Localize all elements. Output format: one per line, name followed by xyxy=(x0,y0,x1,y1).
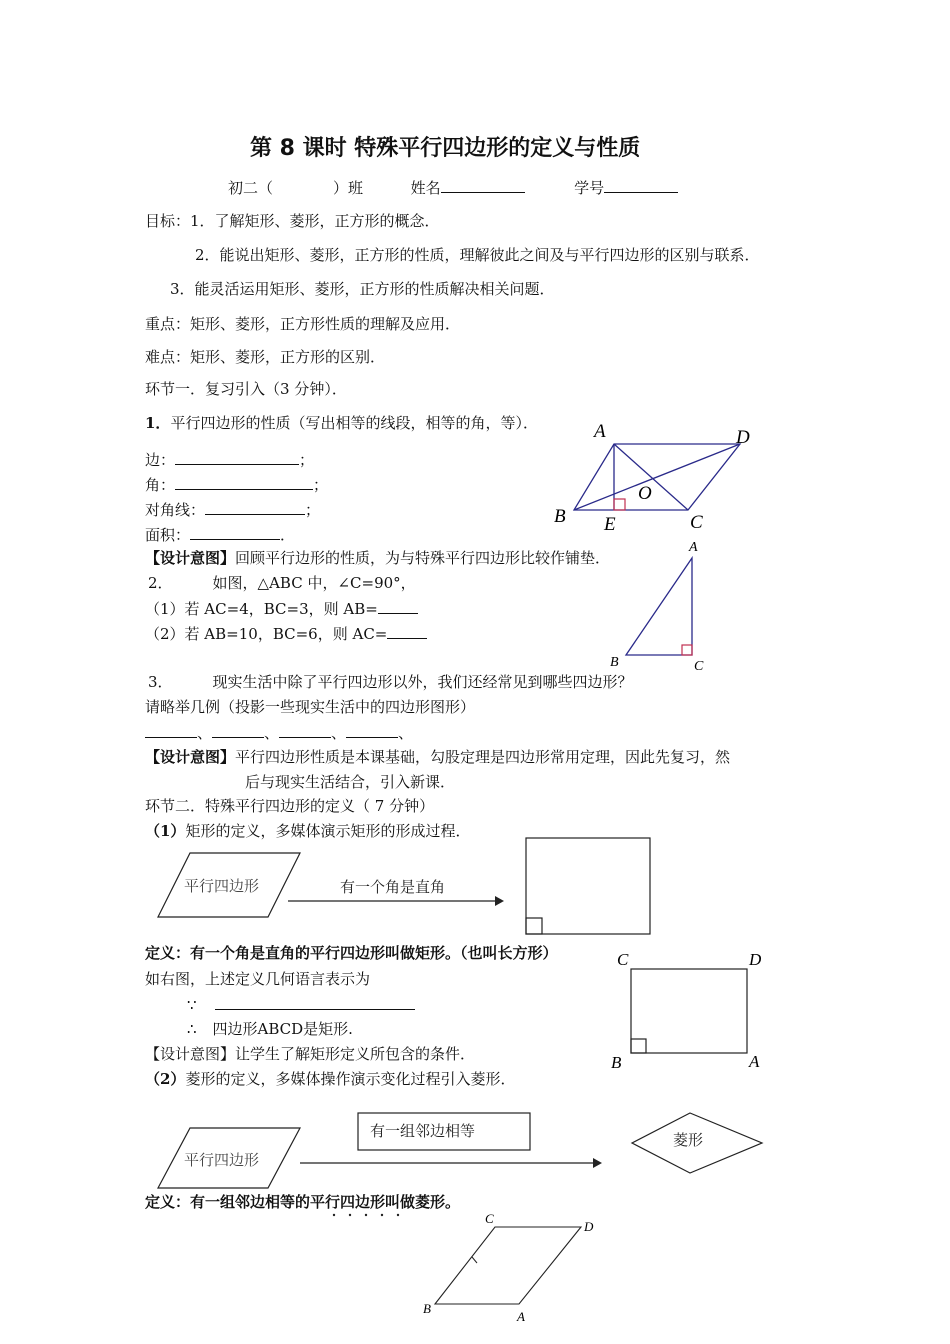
rhombus-shape-label: 菱形 xyxy=(673,1131,704,1149)
rh-label-a: A xyxy=(517,1309,525,1324)
goal-2: 2．能说出矩形、菱形，正方形的性质，理解彼此之间及与平行四边形的区别与联系． xyxy=(195,246,760,264)
q1-number: 1． xyxy=(145,414,171,432)
q1-diagonal-row xyxy=(145,500,320,519)
q2-sub-1 xyxy=(145,599,418,618)
name-label: 姓名 xyxy=(410,179,441,197)
q2-intro-text: 如图，△ABC 中，∠C=90°， xyxy=(212,574,416,592)
rect-geo-language: 如右图，上述定义几何语言表示为 xyxy=(145,970,371,988)
q2-number: 2． xyxy=(148,574,173,592)
q1-diagonal-end: ； xyxy=(305,501,321,519)
goal-3: 3．能灵活运用矩形、菱形，正方形的性质解决相关问题． xyxy=(170,280,555,298)
rectangle-shape xyxy=(526,838,650,934)
q1-area-row xyxy=(145,525,295,544)
arrow-head-icon-2 xyxy=(593,1158,602,1168)
q1-angle-end: ； xyxy=(313,476,329,494)
arrow-rhombus-label: 有一组邻边相等 xyxy=(370,1122,476,1140)
rect-intro-number: （1） xyxy=(145,822,186,840)
q1-text xyxy=(145,414,538,432)
student-info-line xyxy=(228,178,678,197)
t-label-c: C xyxy=(694,659,704,674)
q3-sep-1: 、 xyxy=(197,724,213,742)
r-label-a: A xyxy=(749,1052,760,1071)
p-label-a: A xyxy=(594,421,606,442)
rect-intro-text: 矩形的定义，多媒体演示矩形的形成过程． xyxy=(185,822,471,840)
q1-area-blank[interactable] xyxy=(190,525,280,540)
page-title: 第 8 课时 特殊平行四边形的定义与性质 xyxy=(250,136,641,161)
design-intent-2-line-2: 后与现实生活结合，引入新课． xyxy=(245,773,456,791)
q3-blank-4[interactable] xyxy=(346,723,398,738)
r-label-d: D xyxy=(749,950,762,969)
q1-angle-blank[interactable] xyxy=(175,475,313,490)
rect-formation-diagram xyxy=(150,835,670,945)
q2-sub-2-text: （2）若 AB=10，BC=6，则 AC= xyxy=(145,625,388,643)
q2-sub-2 xyxy=(145,624,427,643)
therefore-row xyxy=(187,1020,353,1038)
rhombus-intro-number: （2） xyxy=(145,1070,186,1088)
q1-area-end: ． xyxy=(280,526,296,544)
rhombus-intro xyxy=(145,1070,515,1088)
rect-conclusion: 四边形ABCD是矩形. xyxy=(212,1020,353,1038)
q1-side-row xyxy=(145,450,314,469)
q3-blank-2[interactable] xyxy=(212,723,264,738)
rh-label-c: C xyxy=(485,1211,494,1226)
p-label-e: E xyxy=(604,514,616,535)
rhombus-definition: 定义：有一组邻边相等的平行四边形叫做菱形。 xyxy=(145,1193,461,1211)
rectangle-abcd-figure xyxy=(605,945,775,1075)
section-2-heading: 环节二．特殊平行四边形的定义（ 7 分钟） xyxy=(145,797,435,815)
q1-diagonal-blank[interactable] xyxy=(205,500,305,515)
q1-side-blank[interactable] xyxy=(175,450,299,465)
therefore-symbol: ∴ xyxy=(187,1020,197,1038)
t-label-a: A xyxy=(689,540,698,555)
q1-prompt: 平行四边形的性质（写出相等的线段，相等的角，等）． xyxy=(170,414,538,432)
p-label-b: B xyxy=(554,506,566,527)
design-intent-3: 【设计意图】让学生了解矩形定义所包含的条件． xyxy=(145,1045,476,1063)
p-label-c: C xyxy=(690,512,703,533)
p-label-o: O xyxy=(638,483,652,504)
parallelogram-shape-2-label: 平行四边形 xyxy=(184,1151,260,1169)
q1-area-label: 面积： xyxy=(145,526,191,544)
q1-angle-row xyxy=(145,475,328,494)
r-label-b: B xyxy=(611,1053,622,1072)
q1-side-end: ； xyxy=(299,451,315,469)
r-label-c: C xyxy=(617,950,629,969)
rhombus-formation-diagram xyxy=(150,1110,780,1200)
q2-sub-1-text: （1）若 AC=4，BC=3，则 AB= xyxy=(145,600,378,618)
q3-blank-1[interactable] xyxy=(145,723,197,738)
rh-label-b: B xyxy=(423,1301,431,1316)
class-suffix: ）班 xyxy=(333,179,364,197)
q2-intro xyxy=(148,574,416,592)
arrow-rect-label: 有一个角是直角 xyxy=(340,878,446,896)
rh-label-d: D xyxy=(584,1219,594,1234)
t-label-b: B xyxy=(610,655,619,670)
design-intent-2 xyxy=(145,748,730,766)
name-blank[interactable] xyxy=(441,178,525,193)
parallelogram-shape-label: 平行四边形 xyxy=(184,877,260,895)
right-angle-mark xyxy=(526,918,542,934)
class-prefix: 初二（ xyxy=(228,179,274,197)
p-label-d: D xyxy=(736,427,750,448)
because-blank[interactable] xyxy=(215,995,415,1010)
goal-1: 目标：1．了解矩形、菱形，正方形的概念． xyxy=(145,212,440,230)
arrow-head-icon xyxy=(495,896,504,906)
q2-sub-2-blank[interactable] xyxy=(387,624,427,639)
q3-sep-2: 、 xyxy=(264,724,280,742)
design-intent-2-tag: 【设计意图】 xyxy=(145,748,236,766)
rhombus-abcd-figure xyxy=(415,1205,615,1330)
section-1-heading: 环节一．复习引入（3 分钟）． xyxy=(145,380,347,398)
because-row xyxy=(187,995,415,1014)
q3-intro xyxy=(148,673,633,691)
q3-sep-3: 、 xyxy=(331,724,347,742)
rect-definition: 定义：有一个角是直角的平行四边形叫做矩形。（也叫长方形） xyxy=(145,944,558,962)
design-intent-1 xyxy=(145,549,610,567)
q1-angle-label: 角： xyxy=(145,476,176,494)
emphasis-dots xyxy=(330,1212,410,1218)
rhombus-intro-text: 菱形的定义，多媒体操作演示变化过程引入菱形． xyxy=(185,1070,516,1088)
right-triangle-figure xyxy=(600,538,720,678)
difficulty: 难点：矩形、菱形，正方形的区别． xyxy=(145,348,386,366)
q3-blanks xyxy=(145,723,413,742)
q3-blank-3[interactable] xyxy=(279,723,331,738)
id-blank[interactable] xyxy=(604,178,678,193)
q3-sep-4: 、 xyxy=(398,724,414,742)
q3-text-2: 请略举几例（投影一些现实生活中的四边形图形） xyxy=(145,698,476,716)
design-intent-1-text: 回顾平行边形的性质，为与特殊平行四边形比较作铺垫． xyxy=(235,549,611,567)
q1-side-label: 边： xyxy=(145,451,176,469)
parallelogram-figure xyxy=(540,420,770,540)
key-point: 重点：矩形、菱形，正方形性质的理解及应用． xyxy=(145,315,461,333)
q2-sub-1-blank[interactable] xyxy=(378,599,418,614)
id-label: 学号 xyxy=(574,179,605,197)
q3-number: 3． xyxy=(148,673,173,691)
q3-text: 现实生活中除了平行四边形以外，我们还经常见到哪些四边形？ xyxy=(212,673,633,691)
design-intent-1-tag: 【设计意图】 xyxy=(145,549,236,567)
because-symbol: ∵ xyxy=(187,996,197,1014)
design-intent-2-text: 平行四边形性质是本课基础，勾股定理是四边形常用定理，因此先复习，然 xyxy=(235,748,731,766)
q1-diagonal-label: 对角线： xyxy=(145,501,206,519)
